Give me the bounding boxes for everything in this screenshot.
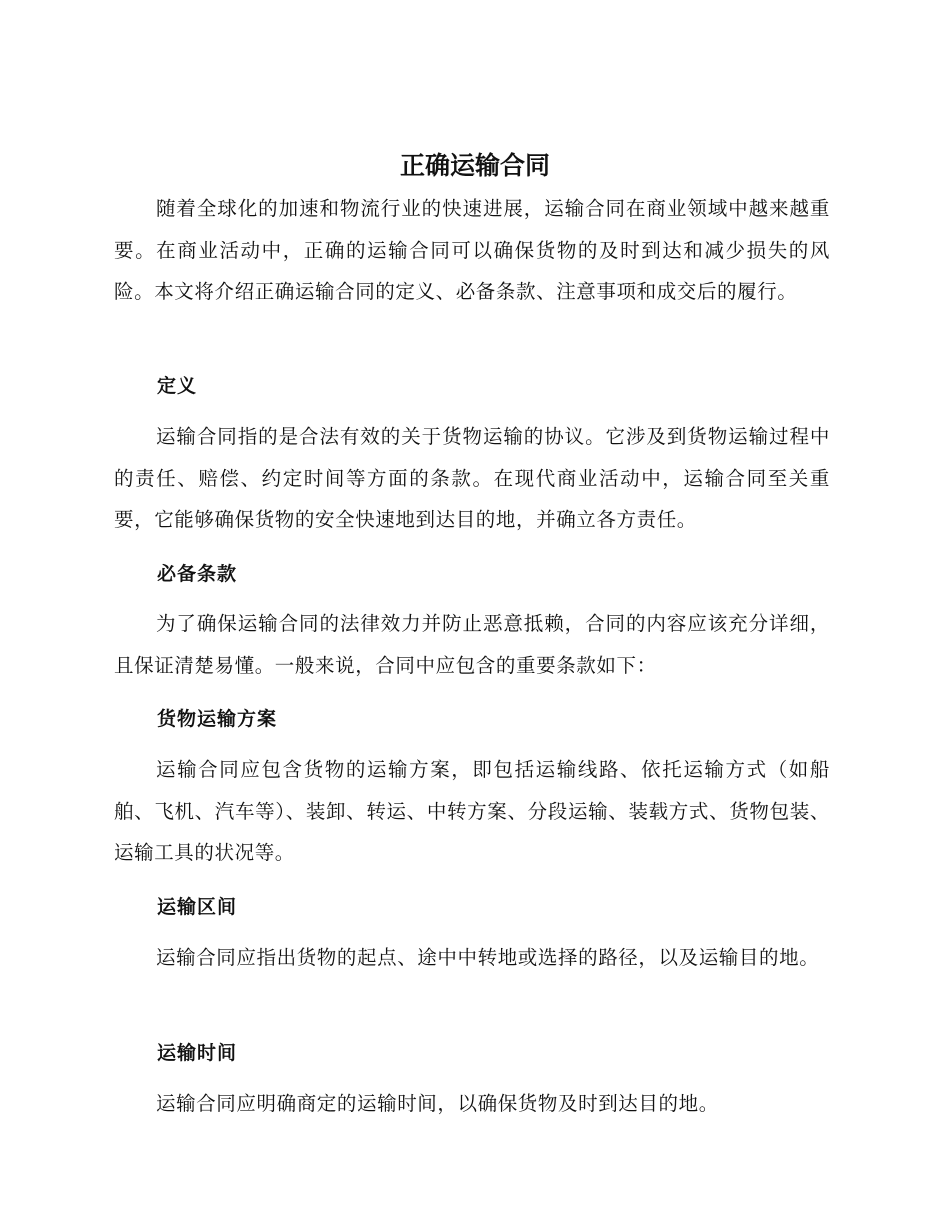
section-heading-transport-plan: 货物运输方案: [157, 708, 278, 730]
section-body-required-clauses: 为了确保运输合同的法律效力并防止恶意抵赖，合同的内容应该充分详细，且保证清楚易懂。一般来说，合同中应包含的重要条款如下：: [114, 612, 830, 677]
section-body-transport-plan: 运输合同应包含货物的运输方案，即包括运输线路、依托运输方式（如船舶、飞机、汽车等）、装卸、转运、中转方案、分段运输、装载方式、货物包装、运输工具的状况等。: [114, 758, 830, 864]
section-heading-required-clauses: 必备条款: [157, 563, 238, 585]
intro-paragraph: 随着全球化的加速和物流行业的快速进展，运输合同在商业领域中越来越重要。在商业活动中，正确的运输合同可以确保货物的及时到达和减少损失的风险。本文将介绍正确运输合同的定义、必备条款、注意事项和成交后的履行。: [114, 197, 830, 303]
section-body-transport-time: 运输合同应明确商定的运输时间，以确保货物及时到达目的地。: [156, 1092, 719, 1115]
section-heading-definition: 定义: [157, 375, 198, 397]
section-body-definition: 运输合同指的是合法有效的关于货物运输的协议。它涉及到货物运输过程中的责任、赔偿、约定时间等方面的条款。在现代商业活动中，运输合同至关重要，它能够确保货物的安全快速地到达目的地，并确立各方责任。: [114, 425, 830, 531]
section-heading-transport-time: 运输时间: [157, 1042, 238, 1064]
document-title: 正确运输合同: [399, 151, 550, 180]
section-heading-transport-range: 运输区间: [157, 896, 238, 918]
section-body-transport-range: 运输合同应指出货物的起点、途中中转地或选择的路径，以及运输目的地。: [156, 946, 820, 969]
